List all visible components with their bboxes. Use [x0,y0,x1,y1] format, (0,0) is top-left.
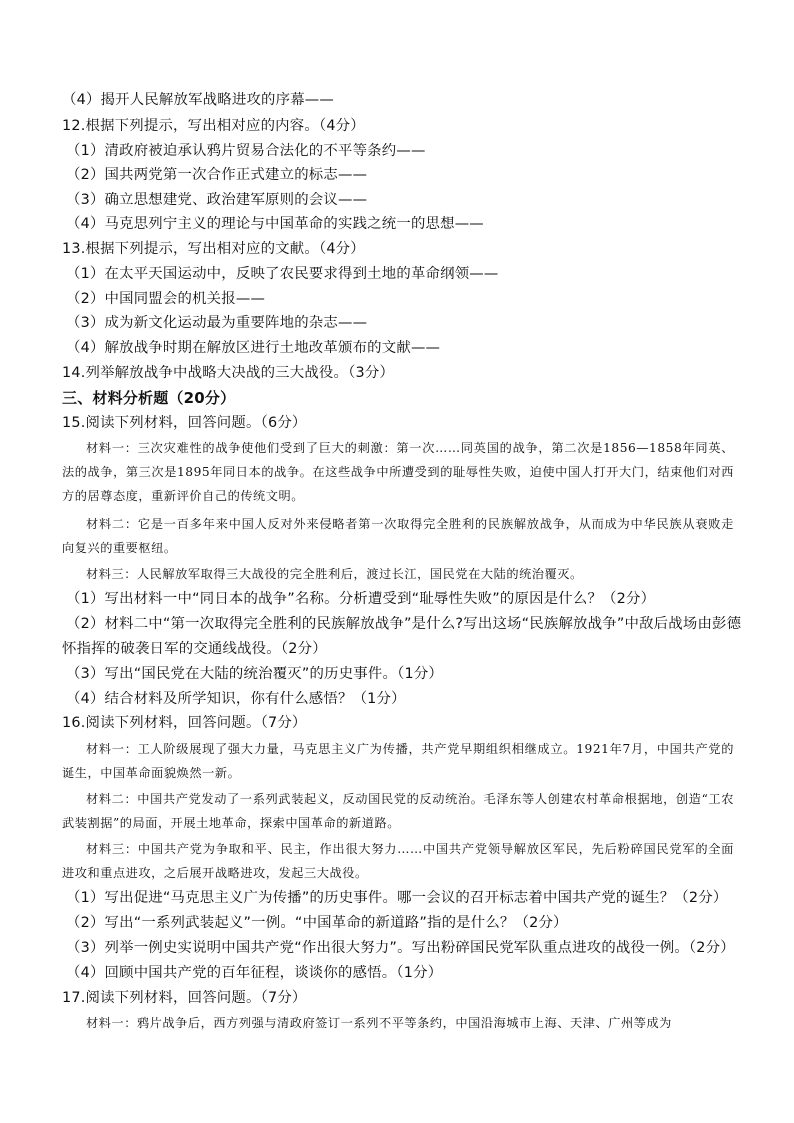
q16-material-3 [62,837,734,885]
q16-item-2: （2）写出“一系列武装起义”一例。“中国革命的新道路”指的是什么？（2分） [66,915,568,931]
q11-item-4: （4）揭开人民解放军战略进攻的序幕—— [62,92,334,108]
q15-item-4: （4）结合材料及所学知识，你有什么感悟？（1分） [66,691,406,707]
q15-material-3 [62,562,734,586]
q15-material-1 [62,436,734,508]
q15-item-2a: （2）材料二中“第一次取得完全胜利的民族解放战争”是什么?写出这场“民族解放战争”中敌后战场由彭德 [66,616,742,632]
question-12-title: 12.根据下列提示，写出相对应的内容。（4分） [62,118,365,134]
q15-item-2b: 怀指挥的破袭日军的交通线战役。（2分） [62,641,327,657]
q13-item-2: （2）中国同盟会的机关报—— [66,291,266,307]
q16-material-3-text: 材料三：中国共产党为争取和平、民主，作出很大努力……中国共产党领导解放区军民，先后粉碎国民党军的全面进攻和重点进攻，之后展开战略进攻，发起三大战役。 [62,842,734,880]
q16-material-1-text: 材料一：工人阶级展现了强大力量，马克思主义广为传播，共产党早期组织相继成立。1921年7月，中国共产党的诞生，中国革命面貌焕然一新。 [62,742,734,780]
q17-material-1 [62,1011,734,1035]
q15-item-3: （3）写出“国民党在大陆的统治覆灭”的历史事件。（1分） [66,666,443,682]
q12-item-4: （4）马克思列宁主义的理论与中国革命的实践之统一的思想—— [66,216,484,232]
q13-item-1: （1）在太平天国运动中，反映了农民要求得到土地的革命纲领—— [66,266,499,282]
section-3-heading: 三、材料分析题（20分） [62,389,236,407]
q16-material-2-text: 材料二：中国共产党发动了一系列武装起义，反动国民党的反动统治。毛泽东等人创建农村革命根据地，创造“工农武装割据”的局面，开展土地革命，探索中国革命的新道路。 [62,792,734,830]
question-17-title: 17.阅读下列材料，回答问题。（7分） [62,990,307,1006]
q16-item-3: （3）列举一例史实说明中国共产党“作出很大努力”。写出粉碎国民党军队重点进攻的战役一例。（2分） [66,940,735,956]
q16-material-2 [62,787,734,835]
q15-material-3-text: 材料三：人民解放军取得三大战役的完全胜利后，渡过长江，国民党在大陆的统治覆灭。 [86,567,583,581]
q13-item-4: （4）解放战争时期在解放区进行土地改革颁布的文献—— [66,340,441,356]
question-16-title: 16.阅读下列材料，回答问题。（7分） [62,715,307,731]
question-14-title: 14.列举解放战争中战略大决战的三大战役。（3分） [62,365,395,381]
q15-material-1-text: 材料一：三次灾难性的战争使他们受到了巨大的刺激：第一次……同英国的战争，第二次是1856—1858年同英、法的战争，第三次是1895年同日本的战争。在这些战争中所遭受到的耻辱性失败，迫使中国人打开大门，结束他们对西方的居尊态度，重新评价自己的传统文明。 [62,441,734,503]
q16-item-4: （4）回顾中国共产党的百年征程，谈谈你的感悟。（1分） [66,965,443,981]
q15-material-2-text: 材料二：它是一百多年来中国人反对外来侵略者第一次取得完全胜利的民族解放战争，从而成为中华民族从衰败走向复兴的重要枢纽。 [62,517,734,555]
q17-material-1-text: 材料一：鸦片战争后，西方列强与清政府签订一系列不平等条约，中国沿海城市上海、天津、广州等成为 [86,1016,672,1030]
q16-material-1 [62,737,734,785]
q13-item-3: （3）成为新文化运动最为重要阵地的杂志—— [66,315,368,331]
question-13-title: 13.根据下列提示，写出相对应的文献。（4分） [62,241,365,257]
q15-item-1: （1）写出材料一中“同日本的战争”名称。分析遭受到“耻辱性失败”的原因是什么？（2分） [66,591,656,607]
q12-item-3: （3）确立思想建党、政治建军原则的会议—— [66,192,368,208]
question-15-title: 15.阅读下列材料，回答问题。（6分） [62,415,307,431]
q15-material-2 [62,512,734,560]
q16-item-1: （1）写出促进“马克思主义广为传播”的历史事件。哪一会议的召开标志着中国共产党的诞生？（2分） [66,890,728,906]
q12-item-2: （2）国共两党第一次合作正式建立的标志—— [66,167,368,183]
q12-item-1: （1）清政府被迫承认鸦片贸易合法化的不平等条约—— [66,143,426,159]
